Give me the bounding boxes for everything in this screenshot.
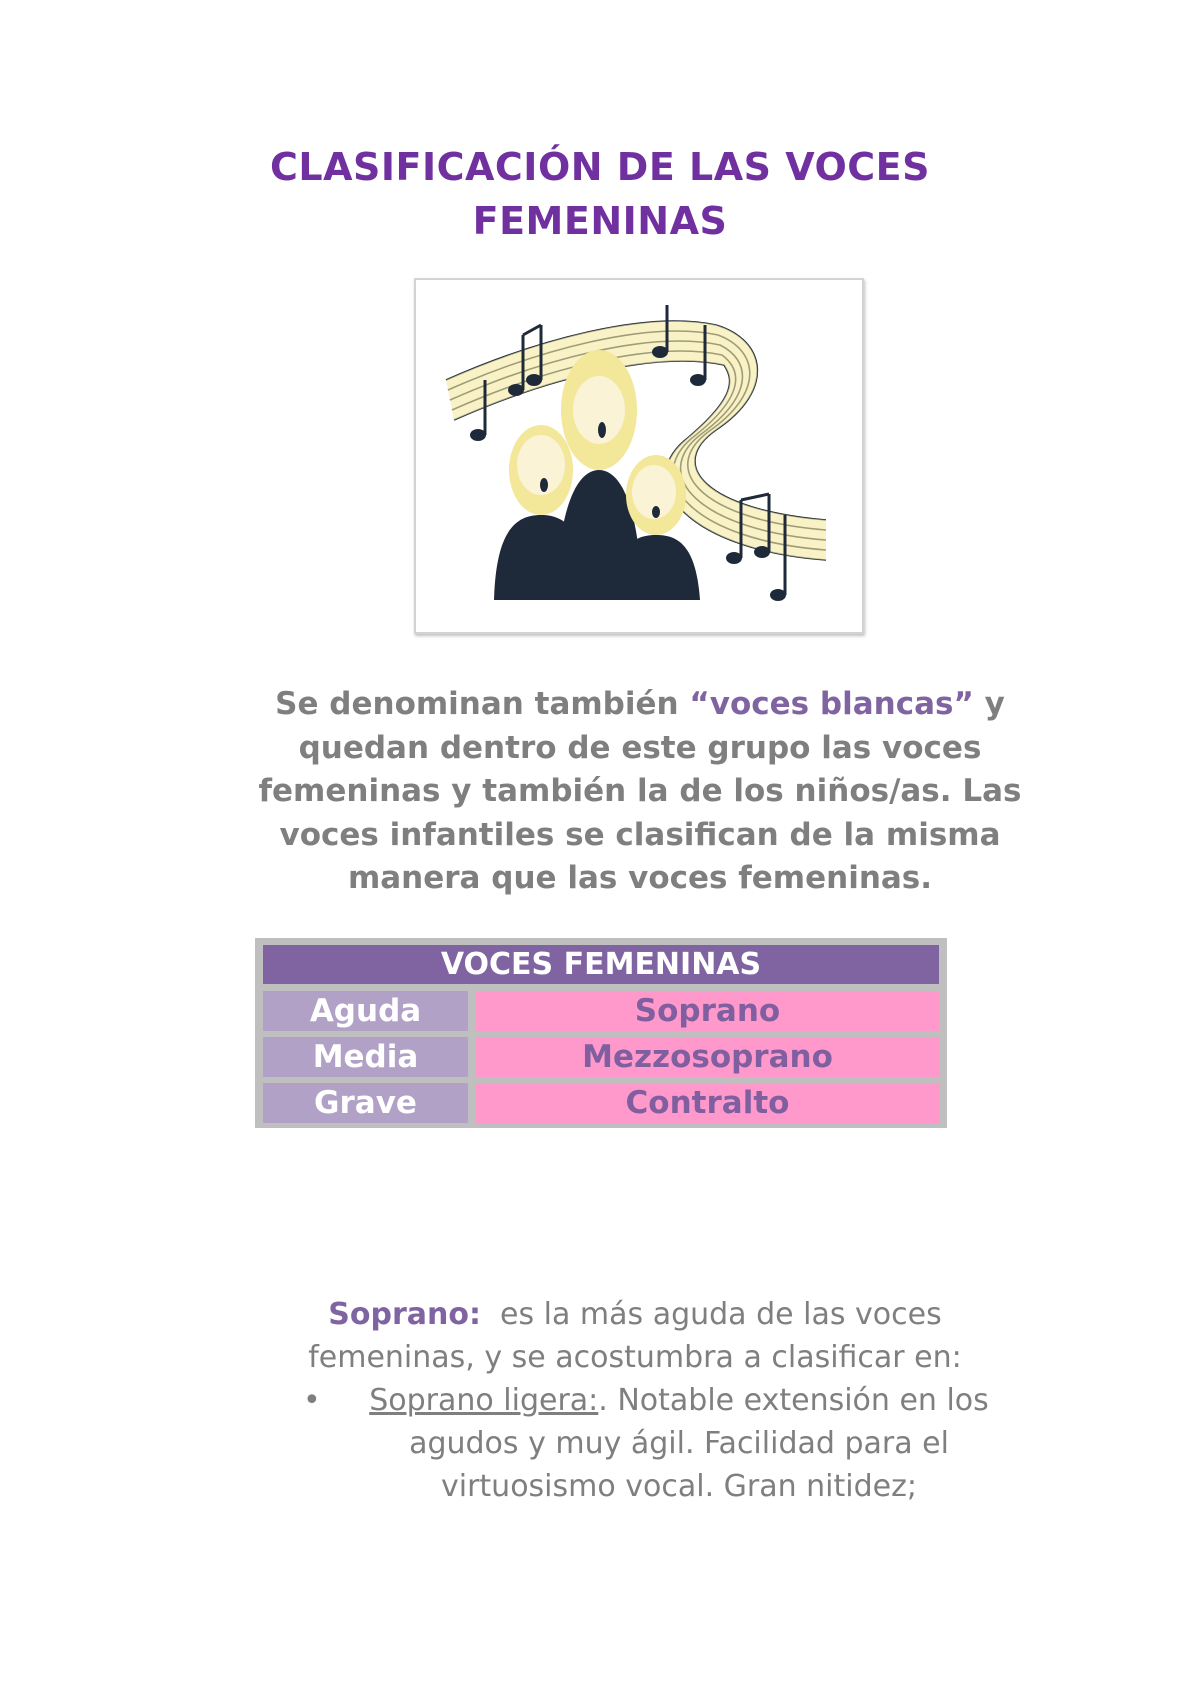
intro-after: y quedan dentro de este grupo las voces femeninas y también la de los niños/as. Las voces infantiles se clasifican de la misma manera que las voces femeninas. bbox=[258, 686, 1022, 896]
bullet-icon: • bbox=[303, 1383, 321, 1418]
soprano-description bbox=[255, 1293, 1015, 1508]
intro-before: Se denominan también bbox=[275, 686, 690, 722]
intro-paragraph bbox=[240, 683, 1040, 901]
soprano-subtype-text: . Notable extensión en los agudos y muy ágil. Facilidad para el virtuosismo vocal. Gran nitidez; bbox=[409, 1383, 989, 1504]
soprano-intro bbox=[255, 1293, 1015, 1379]
title-line-2: FEMENINAS bbox=[472, 199, 728, 243]
page-title bbox=[220, 140, 980, 248]
voices-table-header: VOCES FEMENINAS bbox=[263, 945, 939, 984]
soprano-types-list bbox=[255, 1379, 1015, 1508]
table-row bbox=[263, 1037, 939, 1077]
voices-table bbox=[255, 938, 947, 1128]
table-row bbox=[263, 1083, 939, 1123]
soprano-subtype: Soprano ligera: bbox=[369, 1383, 599, 1418]
list-item bbox=[255, 1379, 1015, 1508]
level-cell: Grave bbox=[263, 1083, 468, 1123]
soprano-text: es la más aguda de las voces femeninas, y se acostumbra a clasificar en: bbox=[308, 1297, 962, 1375]
voice-cell: Contralto bbox=[476, 1083, 939, 1123]
title-line-1: CLASIFICACIÓN DE LAS VOCES bbox=[270, 145, 930, 189]
level-cell: Media bbox=[263, 1037, 468, 1077]
level-cell: Aguda bbox=[263, 991, 468, 1031]
voice-cell: Soprano bbox=[476, 991, 939, 1031]
table-row bbox=[263, 991, 939, 1031]
intro-highlight: “voces blancas” bbox=[689, 686, 974, 722]
singers-illustration bbox=[414, 278, 864, 634]
voice-cell: Mezzosoprano bbox=[476, 1037, 939, 1077]
soprano-term: Soprano: bbox=[328, 1297, 481, 1332]
singers-choir-illustration-icon bbox=[416, 280, 862, 632]
